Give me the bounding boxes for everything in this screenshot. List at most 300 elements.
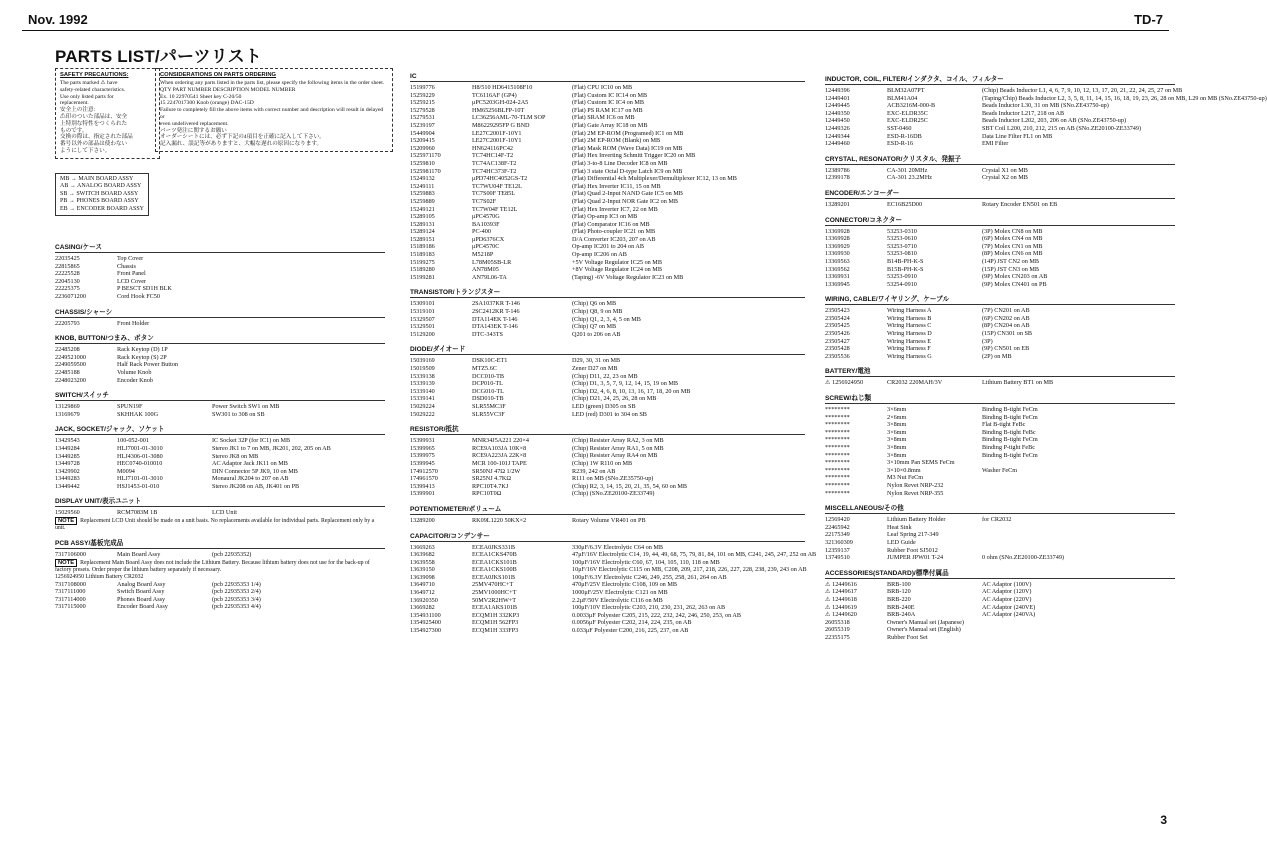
part-number: 7317106000 [55,551,86,559]
part-row [410,183,805,191]
part-description: 2SA1037KR T-146 [472,300,520,308]
part-description: 2×6mm [887,413,907,421]
part-note: (Chip) 1W R110 on MB [572,459,633,467]
part-row [410,468,805,476]
part-row [825,117,1175,125]
part-note: Op-amp IC206 on AB [572,251,627,259]
part-row [55,369,385,377]
parts-section [825,214,1175,289]
part-note: (pcb 22935353 2/4) [212,588,261,596]
part-description: DSK10C-ET1 [472,357,508,365]
part-note: (Chip) R2, 3, 14, 15, 20, 21, 35, 54, 60 on MB [572,482,687,490]
part-note: Binding B-tight FeBc [982,428,1036,436]
part-note: (Taping/Chip) Beads Inductor L2, 3, 5, 8, 11, 14, 15, 16, 18, 19, 23, 26, 28 on MB, L29 on MB (SNo.ZE43750-up) [982,94,1267,102]
parts-section [410,343,805,418]
part-number: 15129200 [410,330,435,338]
part-description: Wiring Harness A [887,307,932,315]
part-number: 15249132 [410,175,435,183]
part-note: Rotary Volume VR401 on PB [572,516,646,524]
part-number: 15199281 [410,273,435,281]
column-2 [410,68,817,635]
section-heading: CAPACITOR/コンデンサー [410,530,805,542]
part-number: 15289124 [410,228,435,236]
part-number: ******** [825,406,850,414]
part-number: 15189280 [410,266,435,274]
part-note: (pcb 22935353 3/4) [212,595,261,603]
part-note: (Chip) D11, 22, 23 on MB [572,372,638,380]
safety-line: ようにして下さい。 [60,147,111,154]
part-description: Rubber Foot Set [887,633,928,641]
part-description: RPC10T0Ω [472,490,502,498]
part-row [825,228,1175,236]
part-note: 100μF/6.3V Electrolytic C246, 249, 255, 258, 261, 264 on AB [572,573,727,581]
part-row [825,273,1175,281]
part-row [410,175,805,183]
part-row [410,99,805,107]
safety-line: 交換の際は、指定された部品 [60,134,133,141]
part-number: 15449904 [410,129,435,137]
part-note: for CR2032 [982,516,1012,524]
part-note [212,354,385,362]
part-note: (pcb 22935353 1/4) [212,580,261,588]
part-row [55,453,385,461]
part-description: μPD6376CX [472,235,505,243]
part-number: 15339140 [410,387,435,395]
part-note: (Flat) CPU IC10 on MB [572,84,633,91]
part-note: (Flat) Comparator IC16 on MB [572,220,650,228]
parts-section [825,392,1175,497]
part-row [825,444,1175,452]
part-row [825,330,1175,338]
part-row [825,634,1175,642]
part-description: ECQM1H 333FP3 [472,627,519,635]
part-note: Beads Inductor L202, 203, 206 on AB (SNo.ZE43750-up) [982,117,1127,125]
part-note: 470μF/25V Electrolytic C108, 109 on MB [572,581,677,589]
part-number: 12359137 [825,546,850,554]
part-note: D/A Converter IC203, 207 on AB [572,235,656,243]
part-description: Phones Board Assy [117,595,166,603]
part-number: 12389786 [825,166,850,174]
part-description: Chassis [117,262,136,270]
part-number: 7317108000 [55,580,86,588]
part-row [410,331,805,339]
part-row [410,581,805,589]
part-number: 23505428 [825,345,850,353]
part-note: (2P) on MB [982,352,1012,360]
part-note: (Flat) Op-amp IC3 on MB [572,213,638,221]
ordering-line: even undelivered replacement. [160,120,229,127]
part-number: 2249521000 [55,353,86,361]
part-row [55,278,385,286]
part-note [212,278,385,286]
part-description: Wiring Harness C [887,322,932,330]
part-description: Wiring Harness B [887,314,932,322]
part-row [410,300,805,308]
part-row [410,107,805,115]
part-note: (pcb 22935353 4/4) [212,603,261,611]
part-note: Monaural JK204 to 207 on AB [212,475,289,483]
part-description: BRB-100 [887,580,911,588]
part-number: 13639682 [410,551,435,559]
part-note: (pcb 22935352) [212,551,252,559]
part-row [55,596,385,604]
part-number: 22485208 [55,346,80,354]
parts-section [825,73,1267,148]
part-number: 13449442 [55,482,80,490]
part-row [55,588,385,596]
part-note [982,524,1175,532]
part-description: Wiring Harness D [887,330,932,338]
part-number: 13369928 [825,227,850,235]
part-description: RCE9A103JA 10K×8 [472,444,527,452]
part-row [410,130,805,138]
part-number: 13429902 [55,467,80,475]
part-row [55,551,385,559]
part-note [982,626,1175,634]
part-row [410,213,805,221]
parts-section [55,423,385,490]
part-row [55,411,385,419]
part-note: (Chip) D21, 24, 25, 26, 28 on MB [572,395,657,403]
parts-section [55,537,385,611]
part-description: Encoder Knob [117,376,153,384]
section-heading: KNOB, BUTTON/つまみ、ボタン [55,332,385,344]
part-number: 23505426 [825,330,850,338]
part-row [825,619,1175,627]
part-description: μPC4570G [472,213,500,221]
part-note [982,539,1175,547]
part-number: 1525971170 [410,152,441,160]
part-row [55,475,385,483]
part-description: 53253-0310 [887,227,917,235]
part-note: (Chip) Q8, 9 on MB [572,308,623,316]
part-number: 1525981170 [410,167,441,175]
part-description: PC-400 [472,228,491,236]
legend-item: SB → SWITCH BOARD ASSY [60,190,139,197]
part-note: AC Adaptor (220V) [982,595,1032,603]
part-row [55,270,385,278]
parts-section [410,503,805,525]
part-row [55,377,385,385]
ordering-line: Ex. 10 22970541 Sheet key C-20/50 [160,93,242,100]
part-number: 15259215 [410,99,435,107]
part-number: 13369930 [825,250,850,258]
part-note: (Flat) 2M EP-ROM (Programed) IC1 on MB [572,129,684,137]
part-note: (Flat) Hex Inverting Schmitt Trigger IC20 on MB [572,152,696,160]
ordering-line: パーツ発注に関するお願い [160,127,227,134]
part-number: 15319101 [410,308,435,316]
part-note: AC Adaptor (120V) [982,588,1032,596]
part-row [410,445,805,453]
part-number: 15399931 [410,437,435,445]
part-note: Data Line Filter FL1 on MB [982,132,1053,140]
note-tag: NOTE [55,559,77,567]
part-number: 15209415 [410,137,435,145]
part-row [55,509,385,517]
part-row [410,619,805,627]
part-description: LCD Cover [117,277,147,285]
part-description: Heat Sink [887,523,912,531]
part-description: M3 Nut FeCm [887,474,924,482]
part-number: 13369928 [825,235,850,243]
part-number: 26055319 [825,626,850,634]
column-1 [55,236,385,611]
part-row [410,551,817,559]
legend-item: EB → ENCODER BOARD ASSY [60,205,145,212]
part-row [55,285,385,293]
part-row [410,198,805,206]
legend-item: PB → PHONES BOARD ASSY [60,198,139,205]
parts-section [55,332,385,384]
part-number: 12569420 [825,516,850,524]
part-row [825,235,1175,243]
part-number: 22035425 [55,255,80,262]
part-description: 3×6mm [887,428,907,436]
section-heading: CRYSTAL, RESONATOR/クリスタル、発振子 [825,153,1175,165]
part-note: (Flat) Mask ROM (Wave Data) IC19 on MB [572,144,683,152]
part-description: HEC0740-010010 [117,460,163,468]
part-description: ESD-R-16 [887,140,914,148]
part-note: Q201 to 206 on AB [572,330,621,338]
part-note: Binding P-tight FeBc [982,444,1035,451]
part-number: 13169679 [55,410,80,418]
part-number: 15279528 [410,106,435,114]
part-note: (Chip) Resister Array RA2, 3 on MB [572,437,664,445]
part-note: (15P) JST CN3 on MB [982,265,1039,273]
ordering-line: 15 2247017300 Knob (orange) DAC-15D [160,100,254,107]
header-date: Nov. 1992 [28,12,88,27]
part-number: 15029222 [410,410,435,418]
part-row [410,589,805,597]
part-row [825,125,1175,133]
part-row [55,460,385,468]
lcd-note-text: Replacement LCD Unit should be made on a unit basis. No replacements available for individual parts. Replacement only by a unit. [55,518,375,532]
part-number: ******** [825,489,850,497]
part-number: ⚠ 1256924950 [825,379,864,387]
header-model: TD-7 [1134,12,1163,27]
safety-line: safety-related characteristics. [60,86,126,93]
part-description: SLR55MC3F [472,402,506,410]
part-number: 15279531 [410,114,435,122]
part-description: Wiring Harness E [887,337,932,345]
safety-lines [60,80,155,155]
part-number: ******** [825,474,850,482]
part-number: 13639098 [410,573,435,581]
part-row [825,406,1175,414]
part-number: 15189183 [410,251,435,259]
part-number: 13289201 [825,200,850,208]
part-description: B15B-PH-K-S [887,265,924,273]
part-note: Beads Inductor L217, 218 on AB [982,109,1065,117]
part-description: ECEA0JKS101B [472,573,515,581]
part-description: M86229295FP G BND [472,121,530,129]
part-row [410,559,805,567]
parts-section [410,530,817,635]
part-row [410,460,805,468]
part-number: 7317111000 [55,588,86,596]
part-row [410,145,805,153]
parts-section [55,241,385,301]
part-description: HN624116PC42 [472,144,514,152]
part-description: HLJ7001-01-3010 [117,444,163,452]
part-row [825,626,1175,634]
part-description: MTZ5.6C [472,365,497,372]
parts-section [825,365,1175,387]
part-row [825,345,1175,353]
part-note: (Chip) Resister Array RA4 on MB [572,452,658,460]
part-row [55,354,385,362]
lithium-note [55,559,385,574]
part-number: 13449285 [55,452,80,460]
part-note: Rotary Encoder EN501 on EB [982,200,1058,208]
part-number: 13449283 [55,475,80,483]
part-note [212,270,385,278]
part-row [825,281,1175,289]
part-number: ⚠ 12449616 [825,580,857,588]
part-description: B14B-PH-K-S [887,257,924,265]
part-description: LE27C2001F-10Y1 [472,137,522,145]
part-note: (Flat) Hex Inverter IC11, 15 on MB [572,182,661,190]
part-note: 330μF/6.3V Electrolytic C64 on MB [572,543,664,551]
part-row [410,544,805,552]
part-row [410,84,805,92]
part-row [825,307,1175,315]
part-row [825,581,1175,589]
part-row [410,236,805,244]
part-description: Top Cover [117,255,144,262]
part-number: 13289200 [410,516,435,524]
section-heading: CONNECTOR/コネクター [825,214,1175,226]
part-note: (Flat) Differential 4ch Multiplexer/Demultiplexer IC12, 13 on MB [572,175,737,183]
part-row [410,403,805,411]
part-note: (Chip) Q7 on MB [572,323,617,331]
part-description: DTC-343TS [472,330,503,338]
part-description: TC7W04F TE12L [472,205,518,213]
safety-line: ⚠印のついた部品は、安全 [60,113,128,120]
part-number: 15339141 [410,395,435,403]
part-description: BLM32A07PT [887,87,925,94]
part-note: (9P) Molex CN401 on PB [982,280,1047,288]
part-description: Rubber Foot SJ5012 [887,546,938,554]
part-description: EXC-ELDR25C [887,117,928,125]
part-number: 12449396 [825,87,850,94]
part-row [825,467,1175,475]
part-row [410,221,805,229]
section-heading: MISCELLANEOUS/その他 [825,502,1175,514]
part-note: AC Adaptor (240VE) [982,603,1036,611]
part-note: (Flat) Hex Inverter IC7, 22 on MB [572,205,658,213]
part-description: Encoder Board Assy [117,603,168,611]
part-note: Crystal X1 on MB [982,166,1028,174]
part-row [55,483,385,491]
ordering-line: 記入漏れ、誤記等がありますと、大幅な遅れの原因になります。 [160,141,323,148]
part-description: HLJ7101-01-3010 [117,475,163,483]
part-description: μPC4570C [472,243,500,251]
part-description: ECQM1H 332KP3 [472,611,520,619]
part-description: 50MV2R2HW+T [472,596,517,604]
part-number: 15339139 [410,380,435,388]
part-note: (Flat) 3-to-8 Line Decoder IC8 on MB [572,159,668,167]
part-number: 15249121 [410,205,435,213]
part-row [410,316,805,324]
part-description: 3×10×0.8mm [887,466,921,474]
part-number: 7317115000 [55,603,86,611]
part-note: (8P) Molex CN6 on MB [982,250,1043,258]
part-number: 1354927300 [410,627,441,635]
part-description: Half Rack Power Button [117,361,179,369]
part-note: (Flat) Photo-coupler IC21 on MB [572,228,656,236]
part-row [410,475,805,483]
part-number: 174912570 [410,467,438,475]
safety-line: Use only listed parts for [60,93,114,100]
part-description: Nylon Revet NRP-355 [887,489,944,497]
part-description: LED Guide [887,538,916,546]
part-description: HLJ4306-01-3080 [117,452,163,460]
part-row [410,323,805,331]
part-row [825,258,1175,266]
safety-line: The parts marked ⚠ have [60,80,118,86]
part-description: ECEA1CKS101B [472,558,517,566]
ordering-heading: CONSIDERATIONS ON PARTS ORDERING [160,72,277,78]
part-number: 13369929 [825,242,850,250]
part-description: 53253-0710 [887,242,917,250]
part-number: 15029224 [410,402,435,410]
part-description: BRB-240E [887,603,915,611]
section-heading: POTENTIOMETER/ボリューム [410,503,805,515]
safety-line: 番号以外の部品は使わない [60,141,128,148]
part-description: 3×8mm [887,436,907,444]
part-note: Beads Inductor L30, 31 on MB (SNo.ZE43750-up) [982,102,1109,110]
part-description: 3×8mm [887,421,907,429]
part-description: 53253-0610 [887,235,917,243]
part-description: ESD-R-16DB [887,132,922,140]
part-number: 12449445 [825,102,850,110]
part-description: SR50NJ 47Ω 1/2W [472,467,521,475]
part-row [410,597,805,605]
part-description: MCR 100-101J TAPE [472,459,527,467]
section-heading: RESISTOR/抵抗 [410,423,805,435]
part-row [410,380,805,388]
parts-section [55,306,385,328]
part-description: JUMPER JPW01 T-24 [887,554,944,562]
part-number: ******** [825,451,850,459]
part-row [410,411,805,419]
part-number: 15199275 [410,258,435,266]
part-description: BA10393F [472,220,500,228]
part-row [825,429,1175,437]
part-row [825,133,1175,141]
part-note: EMI Filter [982,140,1009,148]
parts-section [410,423,805,498]
section-heading: DISPLAY UNIT/表示ユニット [55,495,385,507]
part-description: DCC010-TB [472,372,504,380]
parts-section [825,153,1175,182]
part-note: (Flat) Custom IC IC14 on MB [572,91,648,99]
part-note: Binding B-tight FeCm [982,413,1038,421]
part-row [410,152,805,160]
part-note: Stereo JK8 on MB [212,452,259,460]
part-row [410,365,805,373]
part-description: 3×10mm Pan SEMS FeCm [887,459,955,467]
part-number: 15259889 [410,197,435,205]
part-row [410,114,805,122]
part-row [55,361,385,369]
part-number: 23505427 [825,337,850,345]
section-heading: CHASSIS/シャーシ [55,306,385,318]
part-description: TC7S02F [472,197,497,205]
part-row [825,604,1175,612]
part-note [982,619,1175,627]
